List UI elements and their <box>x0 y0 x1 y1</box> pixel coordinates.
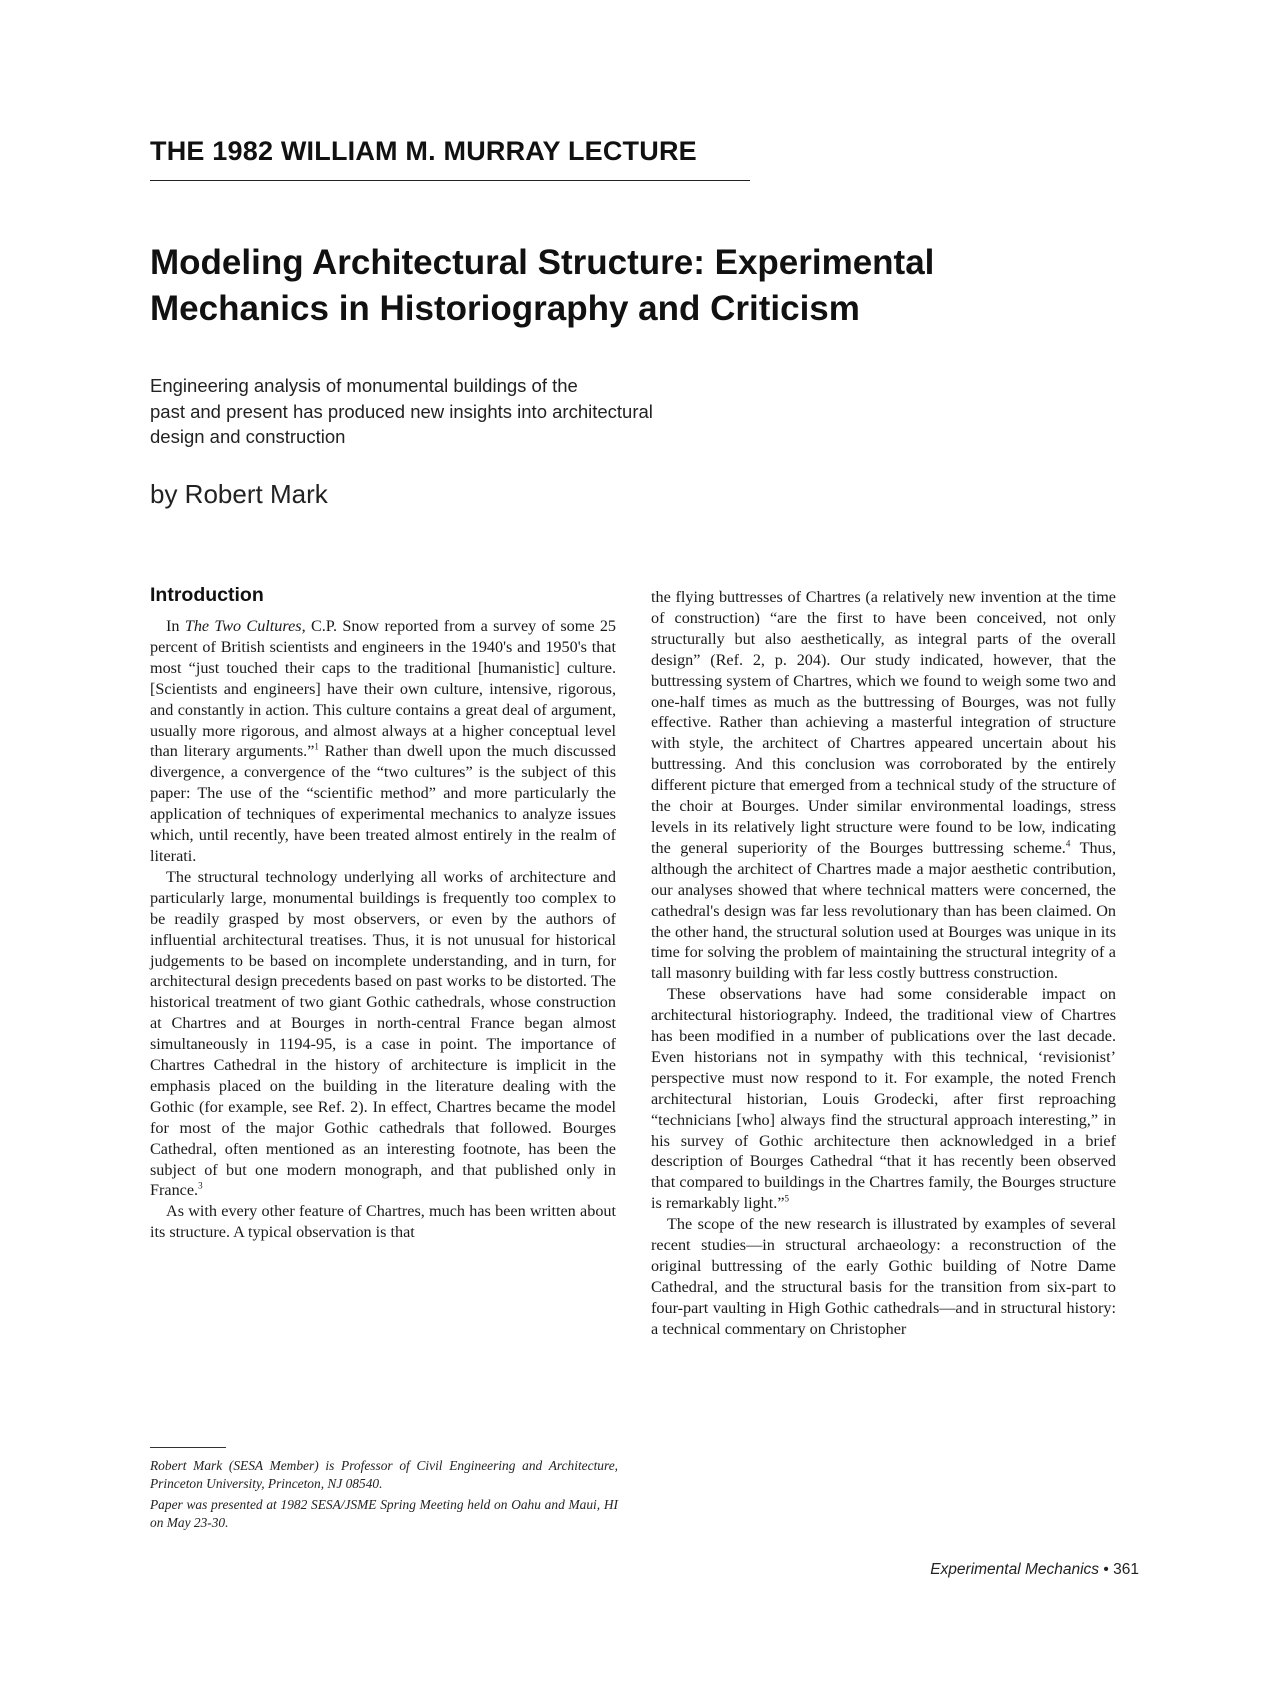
series-heading: THE 1982 WILLIAM M. MURRAY LECTURE <box>150 136 697 166</box>
right-paragraph-2 <box>651 984 1116 1214</box>
article-subtitle-line-1: Engineering analysis of monumental buildings of the <box>150 375 578 396</box>
right-column <box>651 587 1116 1340</box>
left-paragraph-2 <box>150 867 616 1202</box>
footnote-divider <box>150 1447 226 1448</box>
page-number: 361 <box>1113 1561 1139 1578</box>
page-footer <box>930 1561 1139 1579</box>
article-subtitle-line-2: past and present has produced new insights into architectural <box>150 400 653 422</box>
left-paragraph-3: As with every other feature of Chartres, much has been written about its structure. A typical observation is that <box>150 1202 616 1242</box>
left-p2-text: The structural technology underlying all works of architecture and particularly large, monumental buildings is frequently too complex to be readily grasped by most observers, or even by the authors of influential architectural treatises. Thus, it is not unusual for historical judgements to be based on incomplete understanding, and in turn, for architectural design precedents based on past works to be distorted. The historical treatment of two giant Gothic cathedrals, whose construction at Chartres and at Bourges in north-central France began almost simultaneously in 1194-95, is a case in point. The importance of Chartres Cathedral in the history of architecture is implicit in the emphasis placed on the building in the literature dealing with the Gothic (for example, see Ref. 2). In effect, Chartres became the model for most of the major Gothic cathedrals that followed. Bourges Cathedral, often mentioned as an interesting footnote, has been the subject of but one modern monograph, and that published only in France. <box>150 867 616 1200</box>
left-p1-text-b: C.P. Snow reported from a survey of some 25 percent of British scientists and engineers in the 1940's and 1950's that most “just touched their caps to the traditional [humanistic] culture. [Scientists and engineers] have their own culture, intensive, rigorous, and constantly in action. This culture contains a great deal of argument, usually more rigorous, and almost always at a higher conceptual level than literary arguments.” <box>150 617 617 761</box>
presentation-note: Paper was presented at 1982 SESA/JSME Spring Meeting held on Oahu and Maui, HI on May 23-30. <box>150 1497 618 1530</box>
right-p1-text-b: Thus, although the architect of Chartres made a major aesthetic contribution, our analyses showed that where technical matters were concerned, the cathedral's design was far less revolutionary than has been claimed. On the other hand, the structural solution used at Bourges was unique in its time for solving the problem of maintaining the structural integrity of a tall masonry building with far less costly buttress construction. <box>651 838 1116 983</box>
left-p1-text-a: In <box>166 617 185 635</box>
reference-marker-5: 5 <box>784 1193 790 1204</box>
journal-name: Experimental Mechanics <box>930 1561 1100 1578</box>
left-paragraph-1 <box>150 616 616 867</box>
right-p1-text-a: the flying buttresses of Chartres (a relatively new invention at the time of construction) “are the first to have been conceived, not only structurally but also aesthetically, as integral parts of the overall design” (Ref. 2, p. 204). Our study indicated, however, that the buttressing system of Chartres, which we found to weigh some two and one-half times as much as the buttressing of Bourges, was not fully effective. Rather than achieving a masterful integration of structure with style, the architect of Chartres appeared uncertain about his buttressing. And this conclusion was corroborated by the entirely different picture that emerged from a technical study of the structure of the choir at Bourges. Under similar environmental loadings, stress levels in its relatively light structure were found to be low, indicating the general superiority of the Bourges buttressing scheme. <box>651 588 1116 857</box>
reference-marker-3: 3 <box>198 1181 203 1192</box>
series-heading-rule <box>150 180 750 181</box>
author-affiliation-note: Robert Mark (SESA Member) is Professor of Civil Engineering and Architecture, Princeton University, Princeton, NJ 08540. <box>150 1458 618 1491</box>
reference-marker-4: 4 <box>1065 838 1071 849</box>
right-paragraph-1 <box>651 587 1116 984</box>
left-p1-text-c: Rather than dwell upon the much discussed divergence, a convergence of the “two cultures” is the subject of this paper: The use of the “scientific method” and more particularly the application of techniques of experimental mechanics to analyze issues which, until recently, have been treated almost entirely in the realm of literati. <box>150 742 616 865</box>
reference-marker-1: 1 <box>314 742 319 753</box>
footnotes <box>150 1457 618 1535</box>
article-title <box>150 240 1110 332</box>
author-byline: by Robert Mark <box>150 479 328 509</box>
article-subtitle <box>150 373 770 450</box>
article-subtitle-line-3: design and construction <box>150 426 346 447</box>
right-p2-text: These observations have had some considerable impact on architectural historiography. Indeed, the traditional view of Chartres has been modified in a number of publications over the last decade. Even historians not in sympathy with this technical, ‘revisionist’ perspective must now respond to it. For example, the noted French architectural historian, Louis Grodecki, after first reproaching “technicians [who] always find the structural approach interesting,” in his survey of Gothic architecture then acknowledged in a brief description of Bourges Cathedral “that it has recently been observed that compared to buildings in the Chartres family, the Bourges structure is remarkably light.” <box>651 985 1116 1213</box>
section-heading-introduction: Introduction <box>150 584 264 606</box>
left-column <box>150 616 616 1243</box>
right-paragraph-3: The scope of the new research is illustrated by examples of several recent studies—in structural archaeology: a reconstruction of the original buttressing of the early Gothic building of Notre Dame Cathedral, and the structural basis for the transition from six-part to four-part vaulting in High Gothic cathedrals—and in structural history: a technical commentary on Christopher <box>651 1215 1116 1338</box>
article-title-line-2: Mechanics in Historiography and Criticism <box>150 289 860 328</box>
footer-bullet: • <box>1103 1561 1109 1578</box>
book-title-the-two-cultures: The Two Cultures, <box>184 617 306 635</box>
article-title-line-1: Modeling Architectural Structure: Experimental <box>150 243 935 282</box>
